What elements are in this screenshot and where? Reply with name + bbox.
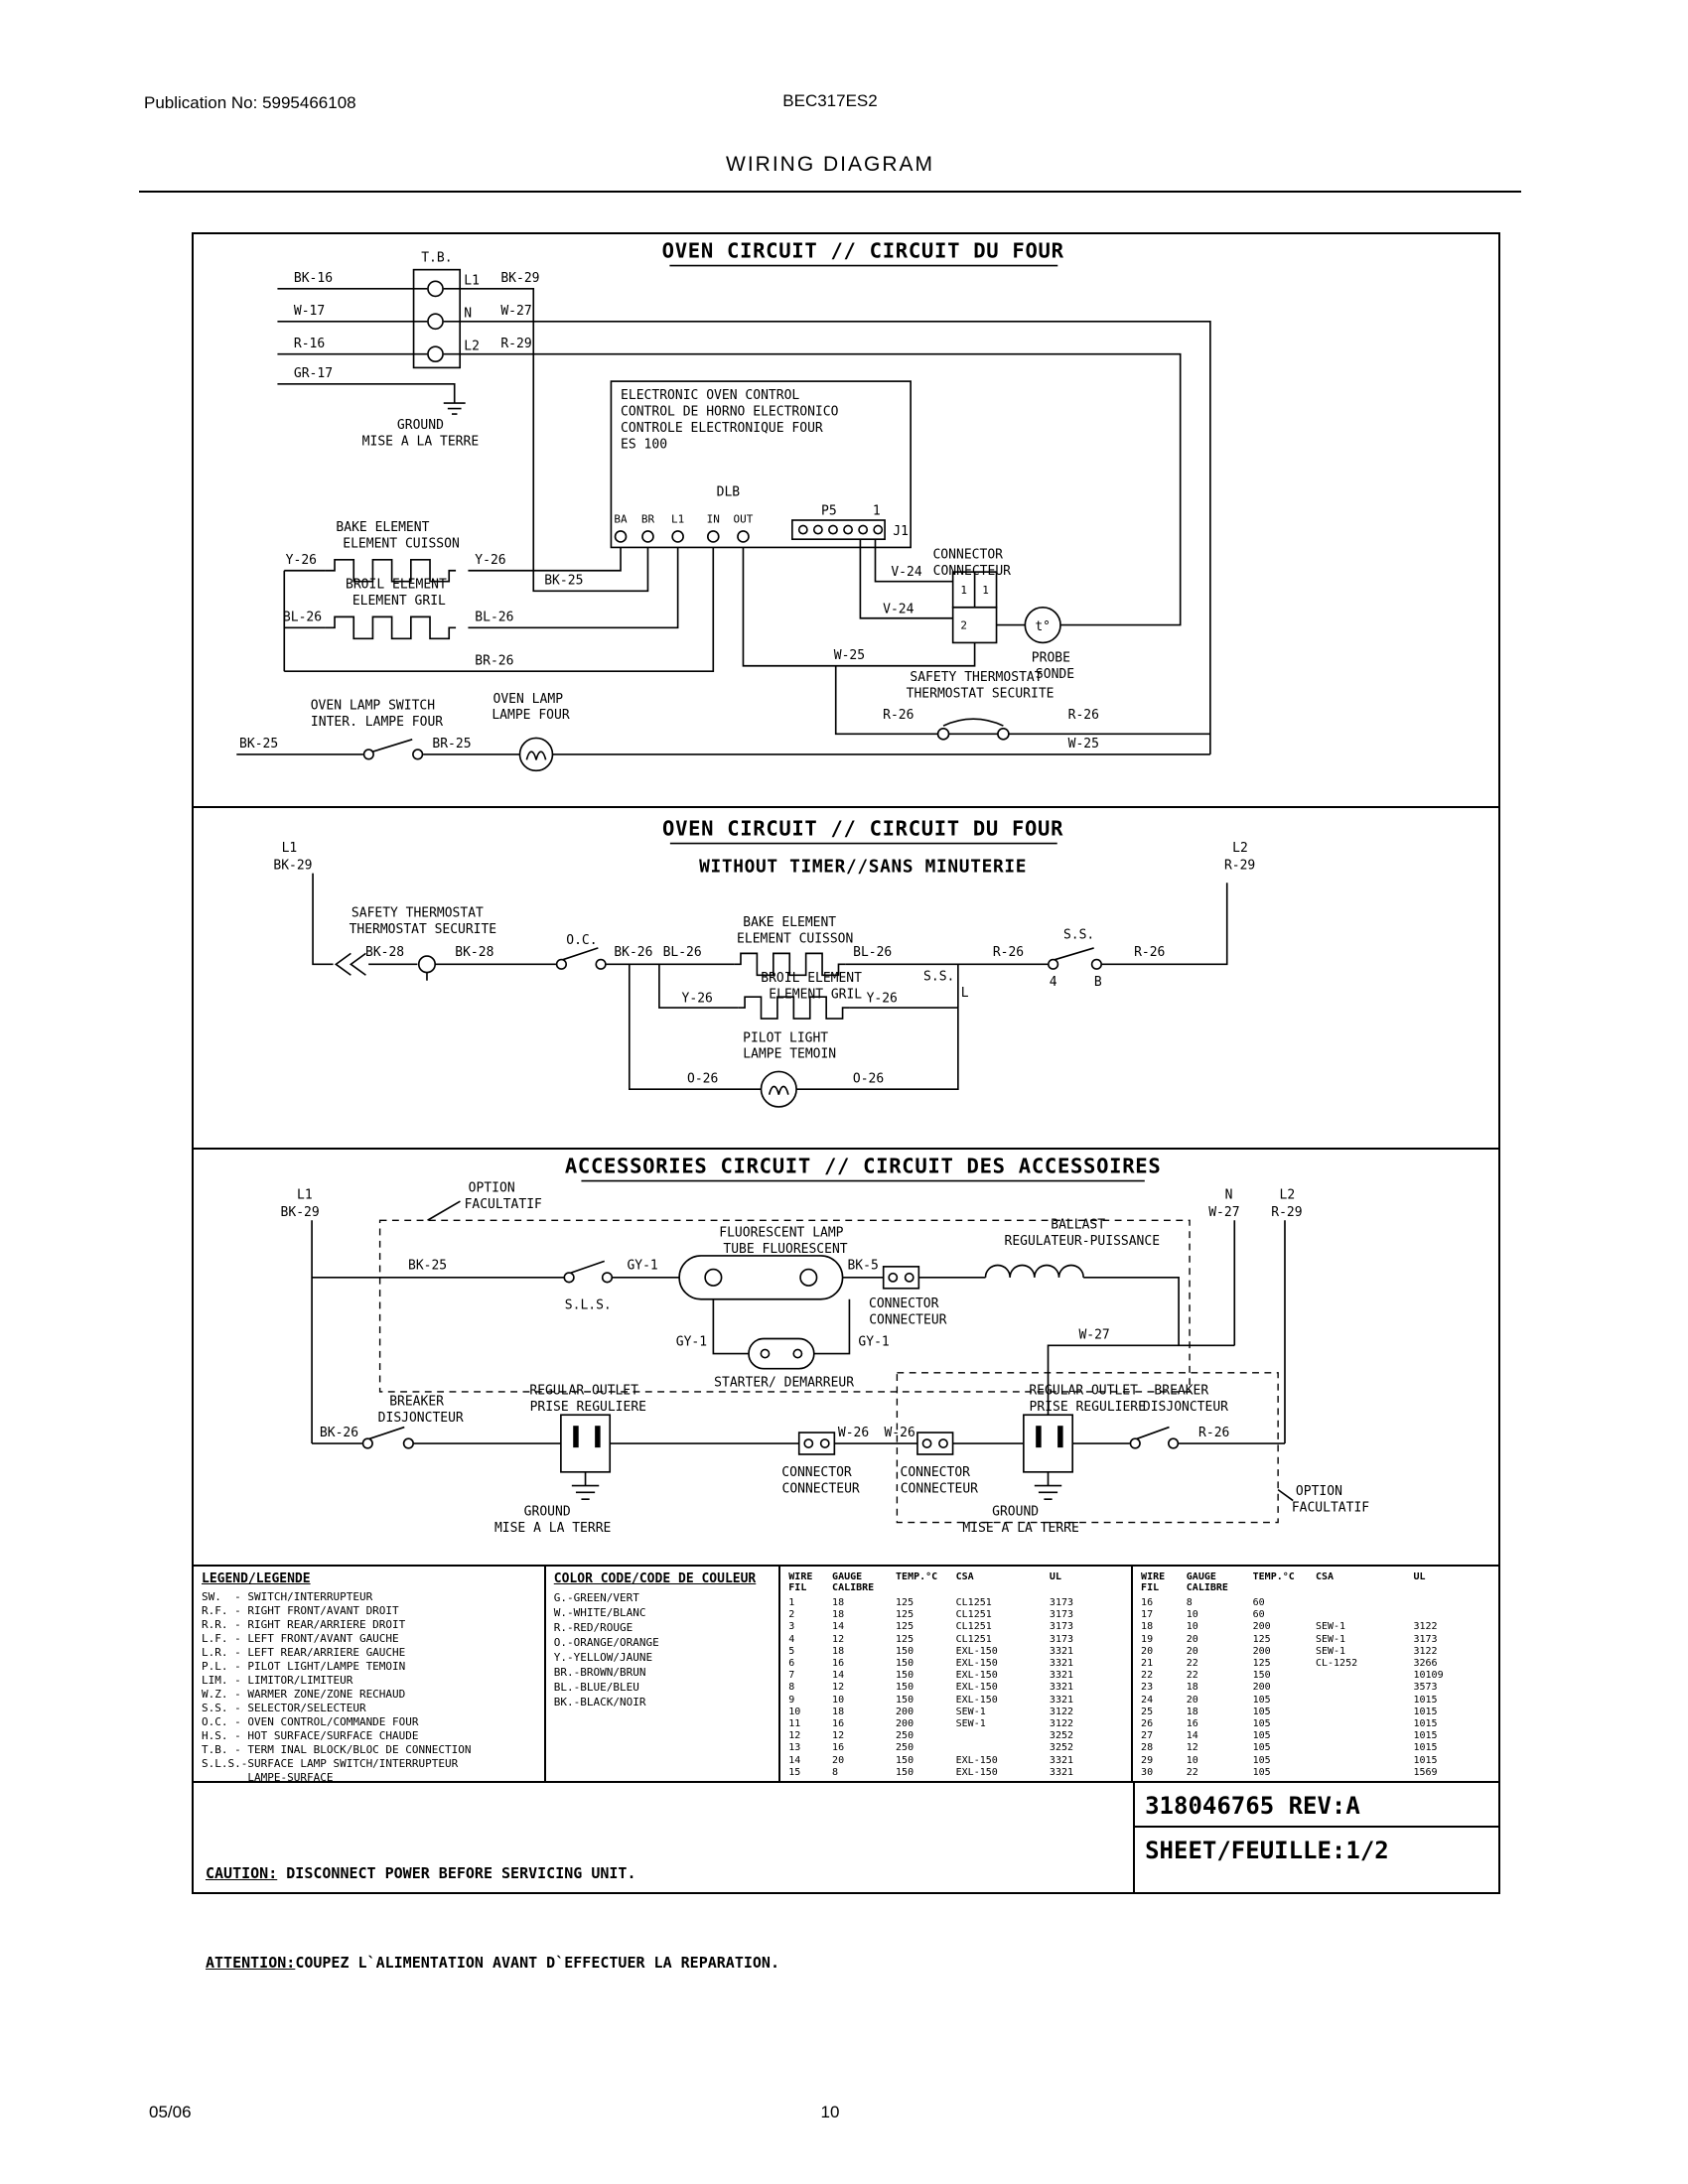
wire-label: W-27 — [500, 303, 532, 319]
wire-label: GY-1 — [675, 1334, 708, 1350]
wire-label: BK-25 — [544, 573, 584, 589]
wire-table-row: 21 22 125 CL-1252 3266 — [1141, 1658, 1438, 1670]
safety-thermostat-symbol — [938, 719, 1009, 740]
part-number-box — [1133, 1783, 1498, 1892]
wire-label: R-26 — [992, 945, 1025, 961]
terminal-label: B — [1093, 975, 1102, 991]
wire-label: W-17 — [293, 303, 326, 319]
breaker-right-symbol — [1130, 1438, 1178, 1448]
s3-labels — [281, 1180, 1370, 1536]
fluorescent-lamp-label: TUBE FLUORESCENT — [723, 1242, 848, 1258]
broil-element-label: ELEMENT GRIL — [352, 594, 446, 610]
oven-lamp-switch-symbol — [364, 750, 423, 759]
line-label: L1 — [281, 840, 298, 856]
wire-table-row: 8 12 150 EXL-150 3321 — [788, 1682, 1074, 1694]
wire-table-row: 18 10 200 SEW-1 3122 — [1141, 1621, 1438, 1633]
legend-item: O.C. - OVEN CONTROL/COMMANDE FOUR — [202, 1715, 419, 1728]
oven-circuit-diagram — [194, 234, 1498, 808]
outlet-connector-symbol — [917, 1433, 953, 1454]
wire-table-row: 13 16 250 3252 — [788, 1742, 1074, 1754]
legend-item: R.F. - RIGHT FRONT/AVANT DROIT — [202, 1604, 399, 1617]
wire-label: BL-26 — [853, 945, 893, 961]
wire-label: R-26 — [883, 708, 914, 724]
wire-table-left — [780, 1567, 1133, 1781]
oven-lamp-switch-label: INTER. LAMPE FOUR — [310, 715, 444, 731]
part-number: 318046765 REV:A — [1135, 1783, 1498, 1828]
terminal-label: L1 — [464, 273, 481, 289]
wire-table-header: WIRE FIL GAUGE CALIBRE TEMP.°C CSA UL — [1141, 1571, 1426, 1593]
outlet-label: PRISE REGULIERE — [1029, 1400, 1146, 1416]
safety-thermostat-label: THERMOSTAT SECURITE — [349, 921, 497, 937]
wire-label: W-27 — [1078, 1327, 1110, 1343]
eoc-label: CONTROL DE HORNO ELECTRONICO — [621, 404, 839, 420]
ground-label: MISE A LA TERRE — [493, 1521, 612, 1537]
ss-label: S.S. — [923, 969, 955, 985]
legend-item: L.F. - LEFT FRONT/AVANT GAUCHE — [202, 1632, 399, 1645]
terminal-label: BR — [640, 512, 655, 526]
broil-element-label: BROIL ELEMENT — [761, 971, 862, 987]
wire-label: R-26 — [1067, 708, 1099, 724]
breaker-left-symbol — [362, 1438, 413, 1448]
wire-table-right — [1133, 1567, 1498, 1781]
wire-label: W-25 — [1067, 737, 1099, 752]
outlet-left-symbol — [561, 1415, 610, 1472]
wire-table-row: 23 18 200 3573 — [1141, 1682, 1438, 1694]
wire-table-header: WIRE FIL GAUGE CALIBRE TEMP.°C CSA UL — [788, 1571, 1061, 1593]
eoc-label: ELECTRONIC OVEN CONTROL — [621, 387, 800, 403]
connector-label: CONNECTEUR — [932, 563, 1012, 579]
connector-label: CONNECTEUR — [869, 1312, 947, 1328]
breaker-label: DISJONCTEUR — [1142, 1400, 1228, 1416]
p5-label: P5 — [821, 503, 837, 519]
ground-label: MISE A LA TERRE — [962, 1521, 1079, 1537]
wire-label: BK-25 — [408, 1258, 448, 1274]
outlet-label: REGULAR OUTLET — [1029, 1383, 1138, 1399]
wire-label: BK-26 — [319, 1426, 359, 1441]
wire-table-row: 12 12 250 3252 — [788, 1730, 1074, 1742]
footer-page-number: 10 — [820, 2103, 840, 2121]
ss-switch-terminal — [1049, 960, 1058, 970]
oc-switch-terminal — [596, 960, 606, 970]
wire-table-row: 27 14 105 1015 — [1141, 1730, 1438, 1742]
caution-row — [194, 1783, 1498, 1972]
probe-label: PROBE — [1031, 650, 1070, 666]
caution-text — [194, 1783, 1133, 1972]
wire-label: Y-26 — [475, 552, 506, 568]
legend-item: T.B. - TERM INAL BLOCK/BLOC DE CONNECTION — [202, 1743, 472, 1756]
wire-label: BL-26 — [475, 610, 514, 625]
wire-label: BK-28 — [455, 945, 494, 961]
broil-element-label: ELEMENT GRIL — [769, 987, 863, 1003]
breaker-label: BREAKER — [1154, 1383, 1209, 1399]
wire-label: GR-17 — [293, 366, 334, 381]
wire-table-row: 16 8 60 — [1141, 1597, 1265, 1608]
sls-switch-symbol — [564, 1273, 612, 1283]
wire-label: Y-26 — [285, 552, 318, 568]
dlb-label: DLB — [716, 484, 741, 500]
wire-table-row: 5 18 150 EXL-150 3321 — [788, 1645, 1074, 1657]
legend-item: R.R. - RIGHT REAR/ARRIERE DROIT — [202, 1618, 406, 1631]
outlet-label: PRISE REGULIERE — [529, 1400, 646, 1416]
wire-table-row: 4 12 125 CL1251 3173 — [788, 1633, 1074, 1645]
wire-label: BK-16 — [293, 271, 334, 286]
connector-label: CONNECTOR — [781, 1464, 852, 1480]
accessories-circuit-diagram — [194, 1150, 1498, 1567]
header-rule — [139, 191, 1521, 193]
wire-table-row: 25 18 105 1015 — [1141, 1706, 1438, 1717]
wire-label: BK-28 — [365, 945, 405, 961]
wire-table-row: 17 10 60 — [1141, 1609, 1265, 1621]
page-title: WIRING DIAGRAM — [726, 153, 934, 176]
legend-item: P.L. - PILOT LIGHT/LAMPE TEMOIN — [202, 1660, 406, 1673]
wire-table-row: 20 20 200 SEW-1 3122 — [1141, 1645, 1438, 1657]
wire-table-row: 2 18 125 CL1251 3173 — [788, 1609, 1074, 1621]
connector-label: CONNECTEUR — [781, 1481, 860, 1497]
ss-label: S.S. — [1062, 927, 1095, 943]
legend-item: H.S. - HOT SURFACE/SURFACE CHAUDE — [202, 1729, 419, 1742]
wire-label: Y-26 — [681, 991, 713, 1007]
color-code-item: O.-ORANGE/ORANGE — [553, 1636, 659, 1649]
s1-labels — [239, 250, 1099, 751]
tb-label: T.B. — [421, 250, 453, 266]
wire-label: BR-26 — [475, 653, 514, 669]
attention-word: ATTENTION: — [206, 1954, 296, 1972]
legend-row — [194, 1567, 1498, 1783]
lamp-connector-symbol — [884, 1267, 919, 1289]
terminal-label: BA — [614, 512, 628, 526]
caution-word: CAUTION: — [206, 1864, 278, 1882]
wire-table-row: 22 22 150 10109 — [1141, 1670, 1444, 1682]
color-code-item: Y.-YELLOW/JAUNE — [553, 1651, 653, 1664]
terminal-block — [414, 270, 461, 368]
legend-item: LIM. - LIMITOR/LIMITEUR — [202, 1674, 353, 1687]
wire-table-row: 28 12 105 1015 — [1141, 1742, 1438, 1754]
wire-table-row: 26 16 105 1015 — [1141, 1718, 1438, 1730]
wire-table-row: 3 14 125 CL1251 3173 — [788, 1621, 1074, 1633]
wire-label: R-29 — [1271, 1205, 1303, 1221]
oc-label: O.C. — [566, 932, 598, 948]
legend-section — [194, 1567, 546, 1781]
wire-label: V-24 — [891, 565, 922, 581]
eoc-label: CONTROLE ELECTRONIQUE FOUR — [621, 420, 823, 436]
legend-item: S.S. - SELECTOR/SELECTEUR — [202, 1702, 366, 1714]
bake-element-label: BAKE ELEMENT — [336, 519, 430, 535]
wire-label: GY-1 — [627, 1258, 658, 1274]
starter-label: STARTER/ DEMARREUR — [714, 1375, 855, 1391]
wire-label: BK-29 — [500, 271, 540, 286]
wire-label: W-27 — [1208, 1205, 1240, 1221]
section3-title: ACCESSORIES CIRCUIT // CIRCUIT DES ACCESSOIRES — [564, 1154, 1162, 1178]
pin-label: 1 — [872, 503, 881, 519]
section1-title: OVEN CIRCUIT // CIRCUIT DU FOUR — [661, 238, 1064, 263]
legend-item: SW. - SWITCH/INTERRUPTEUR — [202, 1590, 373, 1603]
ballast-label: BALLAST — [1051, 1217, 1106, 1233]
footer-date: 05/06 — [149, 2103, 192, 2121]
wire-label: W-26 — [884, 1426, 915, 1441]
probe-label: SONDE — [1035, 667, 1075, 683]
ground-label: GROUND — [992, 1504, 1040, 1520]
terminal-label: L — [960, 986, 969, 1002]
probe-connector — [953, 572, 997, 642]
wire-label: BL-26 — [282, 610, 323, 625]
wire-label: BK-29 — [280, 1205, 320, 1221]
terminal-label: IN — [706, 512, 720, 526]
wire-label: W-25 — [833, 647, 866, 663]
terminal-label: OUT — [733, 512, 754, 526]
outlet-right-symbol — [1024, 1415, 1072, 1472]
wire-label: BK-26 — [614, 945, 653, 961]
caution-line-fr: ATTENTION:COUPEZ L`ALIMENTATION AVANT D`EFFECTUER LA REPARATION. — [206, 1954, 779, 1972]
wiring-diagram-box — [192, 232, 1500, 1972]
pilot-light-label: PILOT LIGHT — [743, 1030, 829, 1046]
terminal-label: L1 — [671, 512, 685, 526]
sls-label: S.L.S. — [564, 1297, 612, 1313]
option-label: FACULTATIF — [464, 1196, 542, 1212]
safety-thermostat-label: SAFETY THERMOSTAT — [351, 905, 484, 921]
safety-thermostat-label: THERMOSTAT SECURITE — [906, 686, 1055, 702]
fluorescent-lamp-label: FLUORESCENT LAMP — [719, 1225, 844, 1241]
connector-label: CONNECTEUR — [900, 1481, 979, 1497]
section2-title: OVEN CIRCUIT // CIRCUIT DU FOUR — [662, 816, 1064, 841]
connector-label: CONNECTOR — [900, 1464, 970, 1480]
safety-thermostat-label: SAFETY THERMOSTAT — [910, 669, 1043, 685]
color-code-item: R.-RED/ROUGE — [553, 1621, 633, 1634]
breaker-label: BREAKER — [389, 1394, 445, 1410]
legend-title: LEGEND/LEGENDE — [202, 1571, 311, 1586]
wire-label: V-24 — [883, 602, 914, 617]
option-label: OPTION — [468, 1180, 515, 1196]
oven-lamp-symbol — [520, 738, 553, 770]
ground-label: GROUND — [523, 1504, 571, 1520]
color-code-title: COLOR CODE/CODE DE COULEUR — [553, 1571, 757, 1586]
wire-table-row: 19 20 125 SEW-1 3173 — [1141, 1633, 1438, 1645]
wire-table-row: 1 18 125 CL1251 3173 — [788, 1597, 1074, 1608]
color-code-item: BR.-BROWN/BRUN — [553, 1666, 646, 1679]
section2-subtitle: WITHOUT TIMER//SANS MINUTERIE — [699, 856, 1028, 878]
wire-label: W-26 — [837, 1426, 870, 1441]
oven-circuit-no-timer-diagram — [194, 808, 1498, 1150]
wire-label: R-29 — [1223, 858, 1256, 874]
option-label: OPTION — [1295, 1484, 1342, 1500]
oc-switch-terminal — [557, 960, 567, 970]
legend-item: W.Z. - WARMER ZONE/ZONE RECHAUD — [202, 1688, 406, 1701]
connector-label: CONNECTOR — [932, 547, 1004, 563]
line-label: N — [1224, 1187, 1233, 1203]
pilot-light-label: LAMPE TEMOIN — [743, 1046, 837, 1062]
wire-label: R-29 — [500, 336, 532, 351]
oven-lamp-label: LAMPE FOUR — [492, 708, 570, 724]
ground-label: MISE A LA TERRE — [361, 434, 480, 450]
outlet-label: REGULAR OUTLET — [529, 1383, 638, 1399]
wire-table-row: 7 14 150 EXL-150 3321 — [788, 1670, 1074, 1682]
connector-label: CONNECTOR — [869, 1296, 939, 1311]
wire-table-row: 9 10 150 EXL-150 3321 — [788, 1694, 1074, 1706]
fluorescent-lamp-symbol — [679, 1256, 842, 1299]
legend-item: S.L.S.-SURFACE LAMP SWITCH/INTERRUPTEUR — [202, 1757, 459, 1770]
terminal-label: N — [464, 306, 473, 322]
wire-label: R-26 — [1134, 945, 1166, 961]
caution-line-en: CAUTION: DISCONNECT POWER BEFORE SERVICING UNIT. — [206, 1864, 636, 1882]
bake-element-label: ELEMENT CUISSON — [343, 536, 460, 552]
wire-table-row: 11 16 200 SEW-1 3122 — [788, 1718, 1074, 1730]
color-code-item: BL.-BLUE/BLEU — [553, 1681, 639, 1694]
color-code-item: BK.-BLACK/NOIR — [553, 1696, 646, 1708]
pin-label: 2 — [960, 618, 967, 632]
wire-label: BL-26 — [662, 945, 702, 961]
line-label: L1 — [297, 1187, 313, 1203]
wire-table-row: 15 8 150 EXL-150 3321 — [788, 1766, 1074, 1778]
breaker-label: DISJONCTEUR — [377, 1411, 464, 1427]
color-code-item: W.-WHITE/BLANC — [553, 1606, 646, 1619]
wire-label: BK-25 — [239, 737, 279, 752]
thermostat-symbol — [419, 956, 435, 972]
pilot-lamp-symbol — [762, 1071, 797, 1107]
line-label: L2 — [1232, 840, 1248, 856]
wire-label: R-26 — [1198, 1426, 1230, 1441]
probe-symbol-label: t° — [1035, 619, 1052, 635]
wire-label: BK-5 — [847, 1258, 879, 1274]
broil-element-label: BROIL ELEMENT — [346, 577, 447, 593]
wire-table-row: 24 20 105 1015 — [1141, 1694, 1438, 1706]
wire-label: GY-1 — [858, 1334, 890, 1350]
ballast-label: REGULATEUR-PUISSANCE — [1004, 1233, 1161, 1249]
wire-table-row: 10 18 200 SEW-1 3122 — [788, 1706, 1074, 1717]
sheet-number: SHEET/FEUILLE:1/2 — [1145, 1837, 1389, 1864]
wire-label: Y-26 — [866, 991, 898, 1007]
ground-label: GROUND — [396, 418, 444, 434]
wire-table-row: 14 20 150 EXL-150 3321 — [788, 1754, 1074, 1766]
bake-element-label: BAKE ELEMENT — [743, 915, 837, 931]
wire-table-row: 29 10 105 1015 — [1141, 1754, 1438, 1766]
wire-label: BK-29 — [273, 858, 313, 874]
color-code-item: G.-GREEN/VERT — [553, 1591, 639, 1604]
oven-lamp-label: OVEN LAMP — [492, 691, 564, 707]
j1-connector — [792, 520, 885, 539]
legend-item: L.R. - LEFT REAR/ARRIERE GAUCHE — [202, 1646, 406, 1659]
option-label: FACULTATIF — [1291, 1500, 1370, 1516]
eoc-label: ES 100 — [621, 437, 668, 453]
j1-label: J1 — [893, 524, 910, 540]
line-label: L2 — [1279, 1187, 1296, 1203]
terminal-label: 4 — [1049, 975, 1057, 991]
starter-symbol — [749, 1338, 814, 1368]
outlet-connector-symbol — [799, 1433, 835, 1454]
wire-label: R-16 — [293, 336, 326, 351]
ss-switch-terminal — [1092, 960, 1102, 970]
oven-lamp-switch-label: OVEN LAMP SWITCH — [310, 698, 436, 714]
terminal-label: L2 — [464, 339, 481, 354]
wire-label: O-26 — [852, 1071, 885, 1087]
legend-item: LAMPE-SURFACE — [202, 1771, 334, 1781]
pin-label: 1 — [982, 584, 989, 598]
model-number: BEC317ES2 — [782, 91, 878, 110]
pin-label: 1 — [960, 584, 967, 598]
wire-label: O-26 — [687, 1071, 719, 1087]
wire-table-row: 30 22 105 1569 — [1141, 1766, 1438, 1778]
publication-number: Publication No: 5995466108 — [144, 93, 356, 112]
wire-label: BR-25 — [432, 737, 472, 752]
color-code-section — [546, 1567, 781, 1781]
bake-element-label: ELEMENT CUISSON — [737, 931, 854, 947]
wire-table-row: 6 16 150 EXL-150 3321 — [788, 1658, 1074, 1670]
